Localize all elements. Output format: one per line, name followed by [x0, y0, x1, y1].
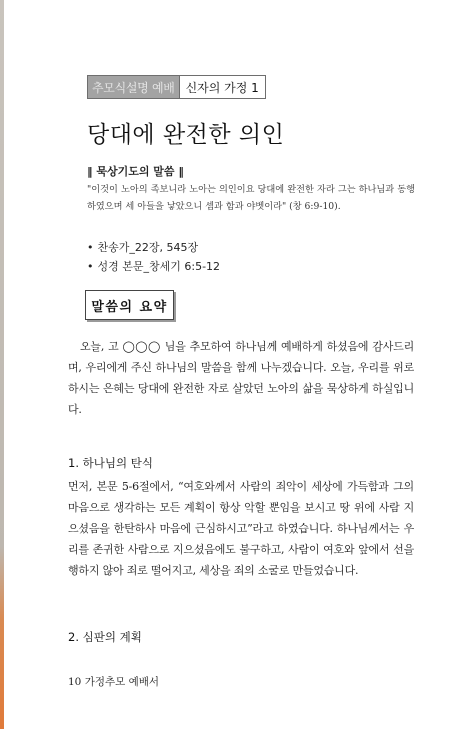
service-info-list — [87, 238, 220, 276]
series-label: 추모식설명 예배 — [88, 76, 179, 98]
list-item-scripture: • 성경 본문_창세기 6:5-12 — [87, 257, 220, 276]
page-footer — [68, 674, 159, 689]
intro-paragraph: 오늘, 고 ◯◯◯ 님을 추모하여 하나님께 예배하게 하셨음에 감사드리며, 우리에게 주신 하나님의 말씀을 함께 나누겠습니다. 오늘, 우리를 위로하시는 은혜는 당대에 완전한 자로 살았던 노아의 삶을 묵상하게 하실입니다. — [68, 340, 414, 416]
list-item-hymn: • 찬송가_22장, 545장 — [87, 238, 220, 257]
summary-label-box — [85, 290, 174, 320]
meditation-verse: "이것이 노아의 족보니라 노아는 의인이요 당대에 완전한 자라 그는 하나님과 동행하였으며 세 아들을 낳았으니 셈과 함과 야벳이라" (창 6:9-10). — [87, 184, 415, 212]
page-title: 당대에 완전한 의인 — [87, 122, 285, 148]
book-title: 가정추모 예배서 — [84, 676, 160, 688]
section-heading-1: 1. 하나님의 탄식 — [68, 456, 153, 470]
page-number: 10 — [68, 676, 82, 688]
summary-label: 말씀의 요약 — [91, 299, 168, 315]
meditation-heading: ‖ 묵상기도의 말씀 ‖ — [87, 165, 184, 178]
section-heading-2: 2. 심판의 계획 — [68, 630, 142, 644]
chapter-label: 신자의 가정 1 — [179, 76, 265, 98]
chapter-header — [87, 75, 266, 99]
section-body-1: 먼저, 본문 5-6절에서, “여호와께서 사람의 죄악이 세상에 가득함과 그의 마음으로 생각하는 모든 계획이 항상 악할 뿐임을 보시고 땅 위에 사람 지으셨음을 한탄하사 마음에 근심하시고”라고 하였습니다. 하나님께서는 우리를 존귀한 사람으로 지으셨음에도 불구하고, 사람이 여호와 앞에서 선을 행하지 않아 죄로 떨어지고, 세상을 죄의 소굴로 만들었습니다. — [68, 480, 414, 577]
page-edge-stripe — [0, 0, 4, 729]
